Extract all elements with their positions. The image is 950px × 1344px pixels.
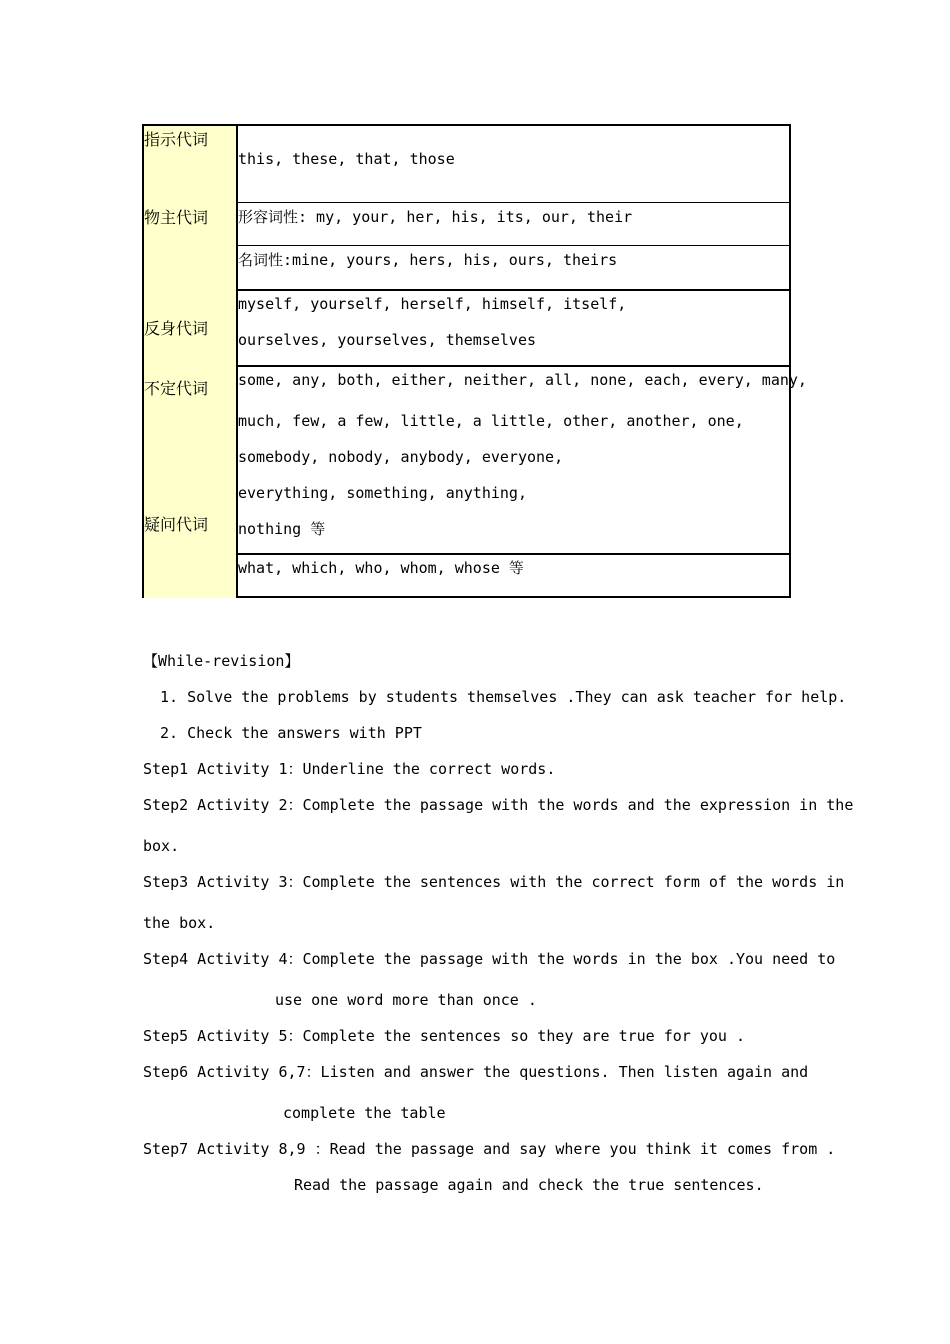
cell-line: this, these, that, those: [238, 150, 455, 168]
category-column: [142, 124, 236, 598]
cell-line: somebody, nobody, anybody, everyone,: [238, 448, 564, 466]
cell-line: everything, something, anything,: [238, 484, 527, 502]
cell-line: ourselves, yourselves, themselves: [238, 331, 537, 349]
cell-reflexive: [238, 291, 789, 367]
cell-line: much, few, a few, little, a little, other, another, one,: [238, 412, 744, 430]
cell-line: what, which, who, whom, whose 等: [238, 559, 524, 577]
step-line: Step5 Activity 5：Complete the sentences so they are true for you .: [143, 1027, 745, 1045]
step-line: Step4 Activity 4：Complete the passage with the words in the box .You need to: [143, 950, 836, 968]
revision-item: 1. Solve the problems by students themselves .They can ask teacher for help.: [160, 688, 847, 706]
step-line: Step7 Activity 8,9 ：Read the passage and say where you think it comes from .: [143, 1140, 836, 1158]
step-line: Read the passage again and check the true sentences.: [294, 1176, 764, 1194]
revision-item: 2. Check the answers with PPT: [160, 724, 422, 742]
cell-line: 名词性:mine, yours, hers, his, ours, theirs: [238, 251, 618, 269]
step-line: Step3 Activity 3：Complete the sentences with the correct form of the words in: [143, 873, 845, 891]
cell-indefinite: [238, 367, 807, 555]
label-reflexive: 反身代词: [144, 319, 209, 338]
cell-line: some, any, both, either, neither, all, none, each, every, many,: [238, 371, 807, 389]
step-line: the box.: [143, 914, 216, 932]
pronoun-table: [142, 124, 807, 598]
cell-possessive-noun: [238, 247, 789, 291]
cell-line: nothing 等: [238, 520, 326, 538]
label-demonstrative: 指示代词: [144, 130, 209, 149]
examples-column: [236, 124, 807, 598]
step-line: Step2 Activity 2：Complete the passage with the words and the expression in the: [143, 796, 854, 814]
step-line: Step1 Activity 1：Underline the correct words.: [143, 760, 556, 778]
cell-possessive-adjective: [238, 204, 789, 246]
cell-line: myself, yourself, herself, himself, itself,: [238, 295, 627, 313]
step-line: Step6 Activity 6,7：Listen and answer the questions. Then listen again and: [143, 1063, 809, 1081]
step-line: box.: [143, 837, 180, 855]
label-interrogative: 疑问代词: [144, 515, 209, 534]
cell-demonstrative: [238, 126, 789, 203]
step-line: complete the table: [283, 1104, 446, 1122]
label-indefinite: 不定代词: [144, 379, 209, 398]
cell-interrogative: [238, 555, 789, 596]
label-possessive: 物主代词: [144, 208, 209, 227]
section-heading: 【While-revision】: [143, 652, 300, 670]
cell-line: 形容词性: my, your, her, his, its, our, their: [238, 208, 633, 226]
step-line: use one word more than once .: [275, 991, 537, 1009]
